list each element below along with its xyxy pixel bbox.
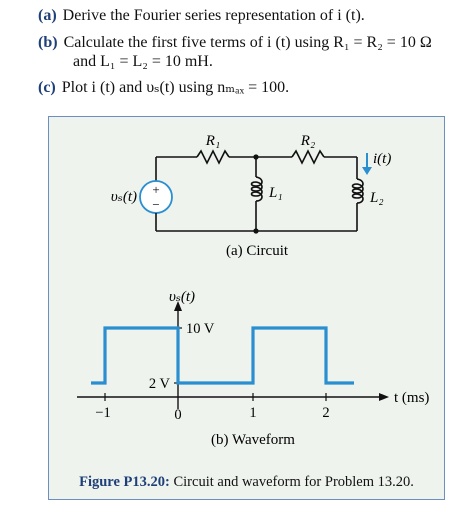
source-plus-sign: + <box>152 182 160 197</box>
question-a-label: (a) <box>38 7 57 24</box>
tick-label-1: 1 <box>249 405 257 421</box>
figure-svg <box>49 117 446 501</box>
label-r1: R₁ <box>205 133 221 149</box>
waveform-xlabel: t (ms) <box>394 390 430 406</box>
square-wave-line <box>91 328 354 383</box>
node-top <box>253 154 258 159</box>
node-bottom <box>253 228 258 233</box>
resistor-r2 <box>292 151 324 163</box>
circuit-caption: (a) Circuit <box>225 243 289 259</box>
source-minus-sign: − <box>152 197 160 212</box>
question-b-label: (b) <box>38 34 58 51</box>
current-arrow-icon <box>362 153 372 175</box>
question-a-text: Derive the Fourier series representation of i (t). <box>62 7 365 24</box>
x-axis-arrow-icon <box>379 393 389 401</box>
resistor-r1 <box>197 151 229 163</box>
tick-label-0: 0 <box>174 407 182 423</box>
label-l2: L₂ <box>370 190 384 206</box>
tick-label-neg1: −1 <box>95 405 111 421</box>
label-high-voltage: 10 V <box>186 321 215 337</box>
circuit <box>140 151 363 231</box>
figure-caption <box>49 474 444 491</box>
question-a <box>38 6 365 25</box>
label-low-voltage: 2 V <box>148 376 170 392</box>
question-c-text: Plot i (t) and υₛ(t) using nₘₐₓ = 100. <box>61 79 290 96</box>
waveform-ylabel: υₛ(t) <box>168 289 196 305</box>
inductor-l1 <box>252 177 263 201</box>
label-current: i(t) <box>373 151 392 167</box>
waveform-caption: (b) Waveform <box>211 432 295 448</box>
figure-title: Circuit and waveform for Problem 13.20. <box>173 474 414 490</box>
tick-label-2: 2 <box>322 405 330 421</box>
question-b-text-line2: and L₁ = L₂ = 10 mH. <box>73 53 213 70</box>
question-b-text: Calculate the first five terms of i (t) using R₁ = R₂ = 10 Ω <box>63 34 432 51</box>
question-c <box>38 78 289 97</box>
label-source: υₛ(t) <box>110 189 137 205</box>
inductor-l2 <box>353 179 364 203</box>
question-b <box>38 33 432 52</box>
question-c-label: (c) <box>38 79 56 96</box>
label-l1: L₁ <box>269 185 283 201</box>
label-r2: R₂ <box>300 133 316 149</box>
figure-number: Figure P13.20: <box>79 474 170 490</box>
figure-box <box>48 116 445 500</box>
